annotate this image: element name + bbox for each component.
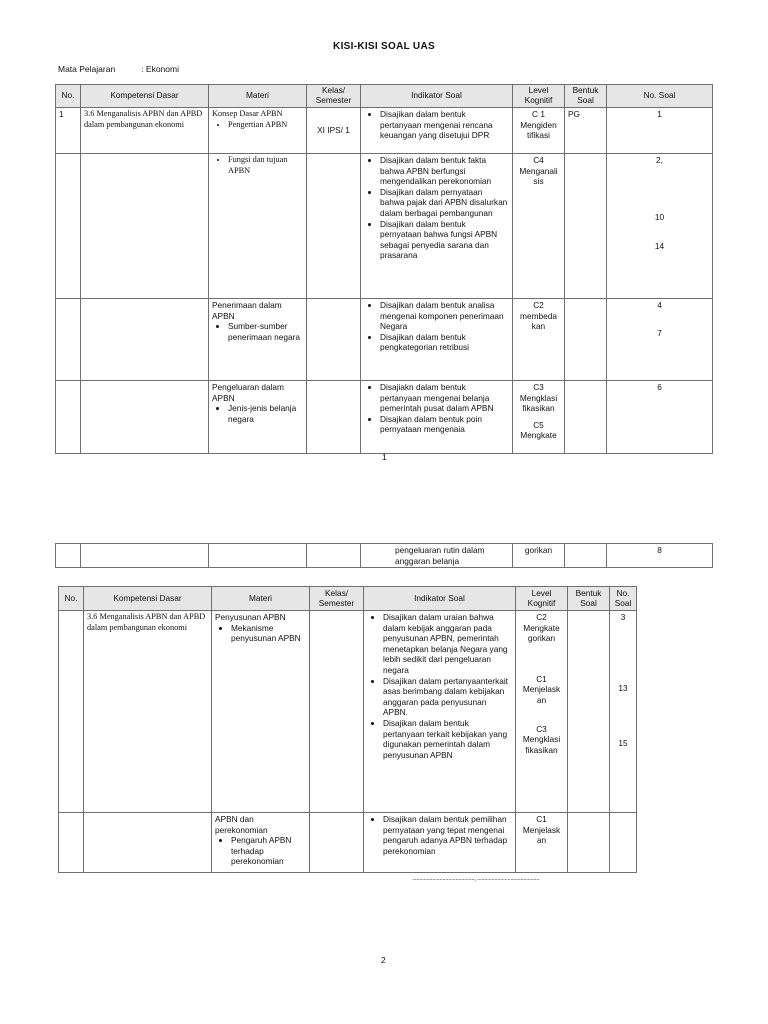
- nosoal-value: 3: [620, 612, 626, 622]
- cell-nosoal: [607, 154, 713, 299]
- cell-bentuk: [568, 813, 610, 873]
- cell-level: [516, 611, 568, 813]
- header-nosoal: No. Soal: [607, 85, 713, 108]
- cell-materi: [212, 813, 310, 873]
- cell-indikator: pengeluaran rutin dalam anggaran belanja: [361, 544, 513, 568]
- header-kelas: Kelas/ Semester: [307, 85, 361, 108]
- indikator-item: • Disajikan dalam bentuk pertanyaan terkait kebijakan yang digunakan pemerintah dalam penyusunan APBN: [383, 718, 512, 760]
- cell-level: C1 Menjelask an: [516, 813, 568, 873]
- table-row: [59, 611, 637, 813]
- cell-nosoal: 6: [607, 381, 713, 454]
- continuation-table: [55, 543, 713, 568]
- header-level: Level Kognitif: [516, 587, 568, 611]
- header-no: No.: [59, 587, 84, 611]
- indikator-item: • Disajikan dalam bentuk pernyataan bahwa fungsi APBN sebagai penyedia sarana dan prasarana: [380, 219, 509, 261]
- materi-title: Konsep Dasar APBN: [212, 109, 283, 118]
- cell-kd: [84, 813, 212, 873]
- table-row: [59, 813, 637, 873]
- cell-kelas: [310, 611, 364, 813]
- cell-bentuk: [568, 611, 610, 813]
- materi-bullet: • Pengaruh APBN terhadap perekonomian: [231, 835, 306, 867]
- materi-title: APBN dan perekonomian: [215, 814, 268, 835]
- table-row: [56, 381, 713, 454]
- cell-no: [56, 544, 81, 568]
- cell-level: gorikan: [513, 544, 565, 568]
- grid-table-page2: [58, 586, 637, 873]
- cell-level: [513, 381, 565, 454]
- level-value: C2 Mengkate gorikan: [523, 612, 560, 644]
- materi-title: Penyusunan APBN: [215, 612, 286, 622]
- level-value: C3 Mengklasi fikasikan: [519, 382, 558, 414]
- level-value: C5 Mengkate: [520, 419, 557, 441]
- header-indikator: Indikator Soal: [364, 587, 516, 611]
- header-row: [56, 85, 713, 108]
- cell-bentuk: [565, 299, 607, 381]
- nosoal-value: 14: [654, 241, 665, 252]
- materi-title: Pengeluaran dalam APBN: [212, 382, 284, 403]
- header-row: [59, 587, 637, 611]
- cell-bentuk: [565, 154, 607, 299]
- header-kelas: Kelas/ Semester: [310, 587, 364, 611]
- cell-nosoal: [610, 813, 637, 873]
- cell-kelas: [307, 381, 361, 454]
- materi-bullet: • Sumber-sumber penerimaan negara: [228, 321, 303, 342]
- cell-level: C 1 Mengiden tifikasi: [513, 108, 565, 154]
- cell-materi: [209, 299, 307, 381]
- header-materi: Materi: [209, 85, 307, 108]
- level-value: C3 Mengklasi fikasikan: [522, 723, 561, 755]
- indikator-item: • Disajikan dalam bentuk pertanyaan mengenai rencana keuangan yang disetujui DPR: [380, 109, 509, 141]
- cell-no: [59, 813, 84, 873]
- header-kd: Kompetensi Dasar: [84, 587, 212, 611]
- header-bentuk: Bentuk Soal: [565, 85, 607, 108]
- materi-bullet: • Jenis-jenis belanja negara: [228, 403, 303, 424]
- cell-nosoal: 1: [607, 108, 713, 154]
- indikator-item: • Disajikan dalam bentuk analisa mengenai komponen penerimaan Negara: [380, 300, 509, 332]
- header-materi: Materi: [212, 587, 310, 611]
- indikator-item: • Disajikan dalam bentuk fakta bahwa APBN berfungsi mengendalikan perekonomian: [380, 155, 509, 187]
- header-indikator: Indikator Soal: [361, 85, 513, 108]
- cell-indikator: [364, 813, 516, 873]
- cell-kd: 3.6 Menganalisis APBN dan APBD dalam pembangunan ekonomi: [81, 108, 209, 154]
- cell-indikator: [364, 611, 516, 813]
- grid-table-page1: [55, 84, 713, 454]
- materi-bullet: • Mekanisme penyusunan APBN: [231, 623, 306, 644]
- subject-value: : Ekonomi: [141, 64, 179, 74]
- cell-materi: [209, 544, 307, 568]
- table-row: [56, 108, 713, 154]
- indikator-item: • Disajikan dalam bentuk pengkategorian retribusi: [380, 332, 509, 353]
- cell-kd: [81, 154, 209, 299]
- cell-kelas: [307, 154, 361, 299]
- cell-kd: [81, 544, 209, 568]
- cell-kelas: [307, 544, 361, 568]
- cell-kd: 3.6 Menganalisis APBN dan APBD dalam pembangunan ekonomi: [84, 611, 212, 813]
- nosoal-value: 15: [618, 738, 628, 749]
- level-value: C1 Menjelask an: [522, 673, 561, 706]
- cell-materi: [209, 154, 307, 299]
- header-no: No.: [56, 85, 81, 108]
- nosoal-value: 13: [618, 682, 628, 693]
- indikator-item: • Disajikan dalam uraian bahwa dalam kebijak anggaran pada penyusunan APBN, pemerintah menetapkan belanja Negara yang lebih sedikit dari pengeluaran negara: [383, 612, 512, 676]
- cell-indikator: [361, 381, 513, 454]
- page-number-1: 1: [382, 452, 387, 462]
- nosoal-value: 2,: [656, 155, 663, 165]
- cell-indikator: [361, 299, 513, 381]
- cell-nosoal: [610, 611, 637, 813]
- cell-materi: [212, 611, 310, 813]
- indikator-item: • Disajikan dalam bentuk pemilihan pernyataan yang tepat mengenai pengaruh adanya APBN terhadap perekonomian: [383, 814, 512, 856]
- cell-kelas: [310, 813, 364, 873]
- cell-level: C2 membeda kan: [513, 299, 565, 381]
- nosoal-value: 7: [657, 327, 662, 338]
- signature-line: ..........................................., ...........................................: [412, 875, 540, 882]
- cell-bentuk: [565, 544, 607, 568]
- cell-indikator: [361, 154, 513, 299]
- nosoal-value: 4: [657, 300, 662, 310]
- cell-no: [56, 154, 81, 299]
- indikator-item: • Disajiakn dalam bentuk pertanyaan mengenai belanja pemerintah pusat dalam APBN: [380, 382, 509, 414]
- cell-materi: [209, 381, 307, 454]
- materi-title: Penerimaan dalam APBN: [212, 300, 282, 321]
- table-row: [56, 544, 713, 568]
- cell-no: 1: [56, 108, 81, 154]
- header-kd: Kompetensi Dasar: [81, 85, 209, 108]
- cell-no: [59, 611, 84, 813]
- cell-no: [56, 299, 81, 381]
- cell-nosoal: [607, 299, 713, 381]
- document-title: KISI-KISI SOAL UAS: [333, 41, 435, 52]
- table-row: [56, 299, 713, 381]
- materi-bullet: • Pengertian APBN: [228, 120, 303, 131]
- cell-indikator: [361, 108, 513, 154]
- cell-kd: [81, 381, 209, 454]
- subject-label: Mata Pelajaran: [58, 64, 116, 74]
- header-nosoal: No. Soal: [610, 587, 637, 611]
- cell-kelas: [307, 299, 361, 381]
- cell-kd: [81, 299, 209, 381]
- indikator-item: • Disajikan dalam pernyataan bahwa pajak dari APBN disalurkan dalam berbagai pembangunan: [380, 187, 509, 219]
- subject-line: [58, 64, 179, 75]
- nosoal-value: 10: [654, 211, 665, 222]
- cell-kelas: XI IPS/ 1: [307, 108, 361, 154]
- cell-bentuk: [565, 381, 607, 454]
- cell-nosoal: 8: [607, 544, 713, 568]
- materi-bullet: • Fungsi dan tujuan APBN: [228, 155, 303, 176]
- table-row: [56, 154, 713, 299]
- indikator-item: • Disajkan dalam bentuk poin pernyataan mengenaia: [380, 414, 509, 435]
- header-bentuk: Bentuk Soal: [568, 587, 610, 611]
- cell-bentuk: PG: [565, 108, 607, 154]
- indikator-item: • Disajikan dalam pertanyaanterkait asas berimbang dalam kebijakan anggaran pada penyusunan APBN.: [383, 676, 512, 718]
- cell-level: C4 Menganali sis: [513, 154, 565, 299]
- page-number-2: 2: [381, 955, 386, 965]
- cell-no: [56, 381, 81, 454]
- header-level: Level Kognitif: [513, 85, 565, 108]
- cell-materi: [209, 108, 307, 154]
